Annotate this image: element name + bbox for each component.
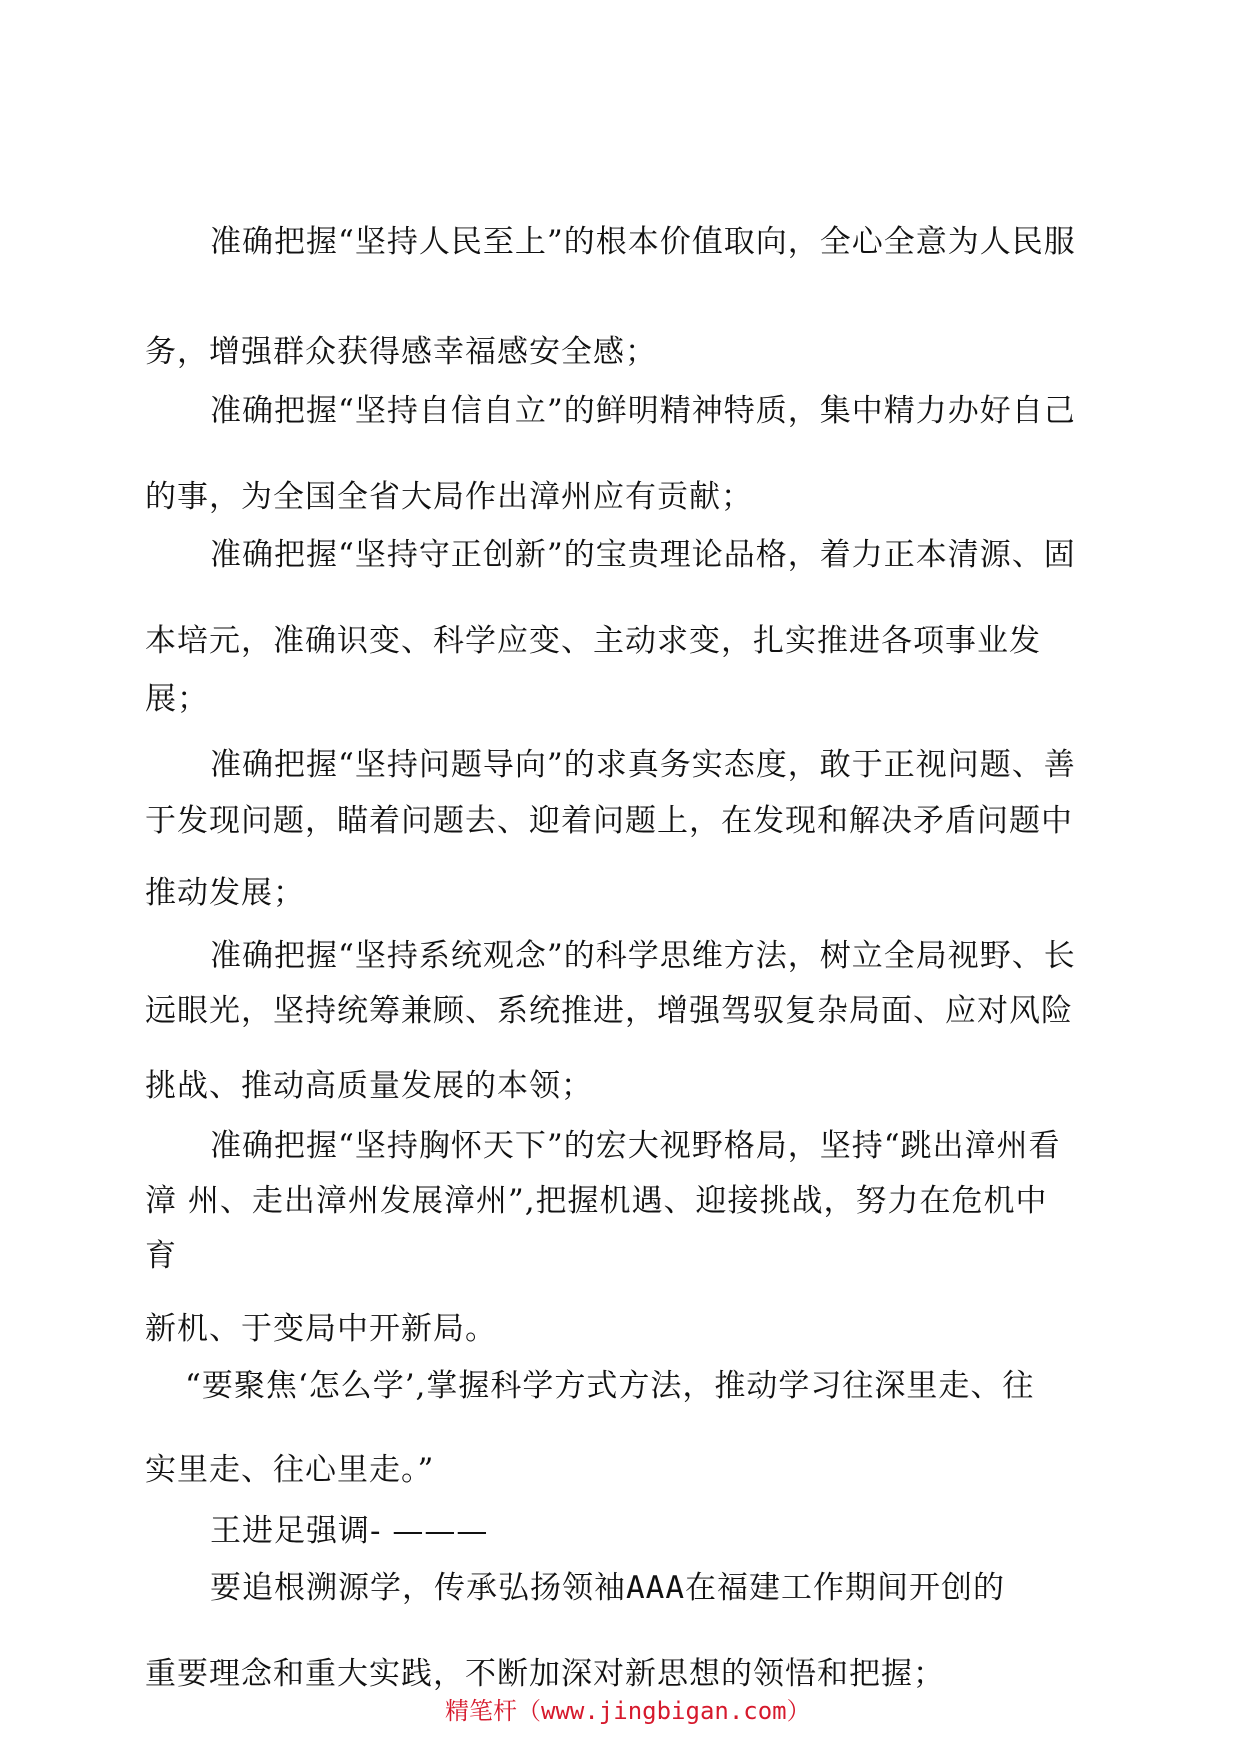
paragraph-line: 实里走、往心里走。”	[145, 1452, 435, 1488]
paragraph-line: 准确把握“坚持胸怀天下”的宏大视野格局，坚持“跳出漳州看	[210, 1128, 1061, 1164]
paragraph-line: 展；	[145, 681, 209, 717]
paragraph-line: 准确把握“坚持人民至上”的根本价值取向，全心全意为人民服	[210, 224, 1076, 260]
paragraph-line: 推动发展；	[145, 875, 305, 911]
paragraph-line: 的事，为全国全省大局作出漳州应有贡献；	[145, 479, 753, 515]
paragraph-line: 要追根溯源学，传承弘扬领袖AAA在福建工作期间开创的	[210, 1570, 1005, 1606]
footer-watermark: 精笔杆（www.jingbigan.com）	[445, 1697, 811, 1725]
paragraph-line: 育	[145, 1238, 177, 1274]
paragraph-line: 王进足强调- ———	[210, 1513, 489, 1549]
paragraph-line: “要聚焦‘怎么学’,掌握科学方式方法，推动学习往深里走、往	[185, 1368, 1035, 1404]
paragraph-line: 于发现问题，瞄着问题去、迎着问题上，在发现和解决矛盾问题中	[145, 803, 1073, 839]
paragraph-line: 务，增强群众获得感幸福感安全感；	[145, 334, 657, 370]
paragraph-line: 准确把握“坚持系统观念”的科学思维方法，树立全局视野、长	[210, 938, 1076, 974]
paragraph-line: 准确把握“坚持守正创新”的宝贵理论品格，着力正本清源、固	[210, 537, 1076, 573]
paragraph-line: 漳 州、走出漳州发展漳州”,把握机遇、迎接挑战，努力在危机中	[145, 1183, 1048, 1219]
paragraph-line: 远眼光，坚持统筹兼顾、系统推进，增强驾驭复杂局面、应对风险	[145, 993, 1073, 1029]
paragraph-line: 挑战、推动高质量发展的本领；	[145, 1068, 593, 1104]
paragraph-line: 准确把握“坚持问题导向”的求真务实态度，敢于正视问题、善	[210, 747, 1076, 783]
paragraph-line: 新机、于变局中开新局。	[145, 1311, 497, 1347]
paragraph-line: 准确把握“坚持自信自立”的鲜明精神特质，集中精力办好自己	[210, 393, 1076, 429]
paragraph-line: 本培元，准确识变、科学应变、主动求变，扎实推进各项事业发	[145, 623, 1041, 659]
paragraph-line: 重要理念和重大实践，不断加深对新思想的领悟和把握；	[145, 1656, 945, 1692]
